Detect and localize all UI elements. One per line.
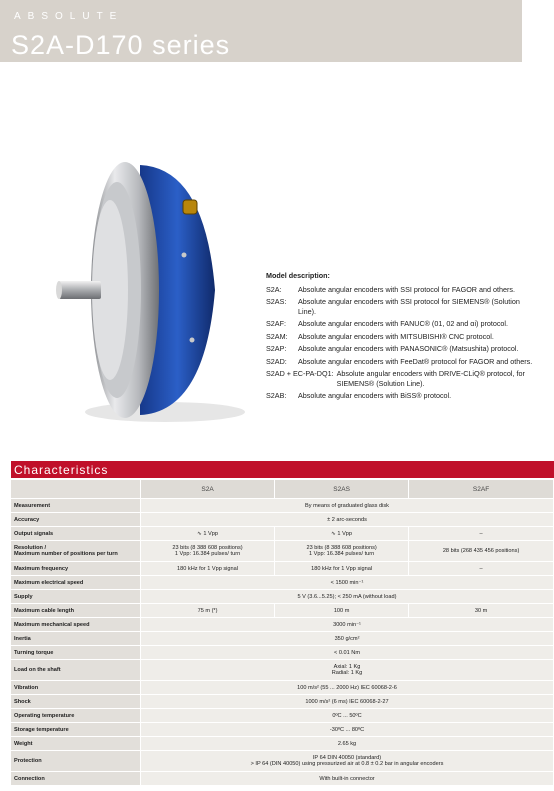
table-row [11, 576, 554, 590]
output-value: 1 Vpp [337, 530, 353, 537]
model-description-title: Model description: [266, 271, 330, 280]
row-label: Maximum cable length [11, 604, 141, 618]
model-desc: Absolute angular encoders with FANUC® (01, 02 and αi) protocol. [298, 319, 509, 328]
column-header-s2a: S2A [141, 480, 275, 499]
table-header-row [11, 480, 554, 499]
table-row [11, 772, 554, 786]
table-row [11, 513, 554, 527]
sine-wave-icon: ∿ [331, 530, 336, 537]
table-row [11, 632, 554, 646]
row-value-s2a: 180 kHz for 1 Vpp signal [141, 562, 275, 576]
table-row [11, 681, 554, 695]
model-code: S2AS: [266, 297, 287, 306]
model-desc: Absolute angular encoders with PANASONIC® (Matsushita) protocol. [298, 344, 519, 353]
row-value-s2as: 100 m [275, 604, 409, 618]
table-row [11, 723, 554, 737]
model-item [266, 319, 536, 329]
model-item [266, 332, 536, 342]
table-row [11, 499, 554, 513]
output-value: 1 Vpp [203, 530, 218, 537]
row-value: < 1500 min⁻¹ [141, 576, 554, 590]
column-header-s2as: S2AS [275, 480, 409, 499]
row-value: 100 m/s² (55 ... 2000 Hz) IEC 60068-2-6 [141, 681, 554, 695]
model-desc: Absolute angular encoders with SSI protocol for SIEMENS® (Solution Line). [298, 297, 520, 316]
row-label: Output signals [11, 527, 141, 541]
row-value: 2.65 kg [141, 737, 554, 751]
sine-wave-icon: ∿ [197, 530, 202, 537]
row-label: Maximum mechanical speed [11, 618, 141, 632]
row-value: 5 V (3.6...5.25); < 250 mA (without load) [141, 590, 554, 604]
row-label: Vibration [11, 681, 141, 695]
model-desc: Absolute angular encoders with FeeDat® protocol for FAGOR and others. [298, 356, 533, 366]
model-item [266, 357, 536, 367]
row-value-s2af: 28 bits (268 435 456 positions) [409, 541, 554, 562]
row-value: < 0.01 Nm [141, 646, 554, 660]
model-code: S2AM: [266, 331, 288, 341]
row-label: Connection [11, 772, 141, 786]
row-value: 1000 m/s² (6 ms) IEC 60068-2-27 [141, 695, 554, 709]
value-line: Radial: 1 Kg [331, 670, 363, 676]
table-row [11, 604, 554, 618]
value-line: 23 bits (8 388 608 positions) [306, 545, 377, 551]
row-value: 350 g/cm² [141, 632, 554, 646]
table-row [11, 737, 554, 751]
value-line: 1 Vpp: 16.384 pulses/ turn [308, 551, 375, 557]
row-value-s2af: 30 m [409, 604, 554, 618]
column-header-s2af: S2AF [409, 480, 554, 499]
value-line: Axial: 1 Kg [333, 664, 361, 670]
page-header [0, 0, 522, 62]
value-line: 1 Vpp: 16.384 pulses/ turn [174, 551, 241, 557]
row-value [141, 660, 554, 681]
row-label [11, 541, 141, 562]
row-value: ± 2 arc-seconds [141, 513, 554, 527]
page-title: S2A-D170 series [11, 30, 231, 60]
characteristics-bar [11, 461, 554, 478]
row-label: Shock [11, 695, 141, 709]
row-label: Protection [11, 751, 141, 772]
row-label: Turning torque [11, 646, 141, 660]
table-row [11, 660, 554, 681]
model-code: S2A: [266, 284, 282, 294]
table-row [11, 541, 554, 562]
row-label: Maximum electrical speed [11, 576, 141, 590]
table-row [11, 646, 554, 660]
model-code: S2AP: [266, 344, 287, 353]
value-line: > IP 64 (DIN 40050) using pressurized air at 0.8 ± 0.2 bar in angular encoders [250, 761, 444, 767]
table-row [11, 751, 554, 772]
model-desc: Absolute angular encoders with BiSS® protocol. [298, 391, 452, 400]
model-desc: Absolute angular encoders with MITSUBISHI® CNC protocol. [298, 331, 494, 341]
row-value-s2as [275, 527, 409, 541]
row-label: Load on the shaft [11, 660, 141, 681]
row-label: Supply [11, 590, 141, 604]
row-value-s2as: 180 kHz for 1 Vpp signal [275, 562, 409, 576]
model-item [266, 344, 536, 354]
row-label: Measurement [11, 499, 141, 513]
row-value-s2as [275, 541, 409, 562]
model-item [266, 369, 536, 388]
row-value: With built-in connector [141, 772, 554, 786]
encoder-product-image [55, 140, 265, 440]
row-value: 0ºC ... 50ºC [141, 709, 554, 723]
model-code: S2AD + EC-PA-DQ1: [266, 369, 334, 378]
model-description [266, 271, 536, 404]
table-row [11, 709, 554, 723]
row-label-line: Resolution / [14, 545, 47, 551]
table-row [11, 695, 554, 709]
table-row [11, 590, 554, 604]
model-item [266, 297, 536, 316]
characteristics-title: Characteristics [14, 463, 109, 477]
row-label: Weight [11, 737, 141, 751]
row-value: 3000 min⁻¹ [141, 618, 554, 632]
value-line: 23 bits (8 388 608 positions) [172, 545, 243, 551]
row-value-s2a [141, 527, 275, 541]
table-header-blank [11, 480, 141, 499]
row-label: Storage temperature [11, 723, 141, 737]
brand-label: ABSOLUTE [14, 11, 124, 22]
table-row [11, 527, 554, 541]
row-label: Inertia [11, 632, 141, 646]
row-value-s2a [141, 541, 275, 562]
model-desc: Absolute angular encoders with SSI protocol for FAGOR and others. [298, 284, 515, 294]
row-label: Maximum frequency [11, 562, 141, 576]
row-value: -30ºC ... 80ºC [141, 723, 554, 737]
table-row [11, 618, 554, 632]
model-code: S2AB: [266, 391, 287, 400]
row-label: Accuracy [11, 513, 141, 527]
characteristics-table [11, 480, 554, 786]
row-value: By means of graduated glass disk [141, 499, 554, 513]
model-desc: Absolute angular encoders with DRIVE-CLiQ® protocol, for SIEMENS® (Solution Line). [336, 369, 525, 388]
model-item [266, 391, 536, 401]
row-label-line: Maximum number of positions per turn [14, 551, 118, 557]
row-label: Operating temperature [11, 709, 141, 723]
row-value-s2af: – [409, 562, 554, 576]
model-item [266, 285, 536, 295]
row-value-s2a: 75 m (*) [141, 604, 275, 618]
row-value-s2af: – [409, 527, 554, 541]
model-code: S2AD: [266, 356, 287, 366]
row-value [141, 751, 554, 772]
table-row [11, 562, 554, 576]
value-line: IP 64 DIN 40050 (standard) [312, 755, 382, 761]
model-code: S2AF: [266, 319, 286, 328]
